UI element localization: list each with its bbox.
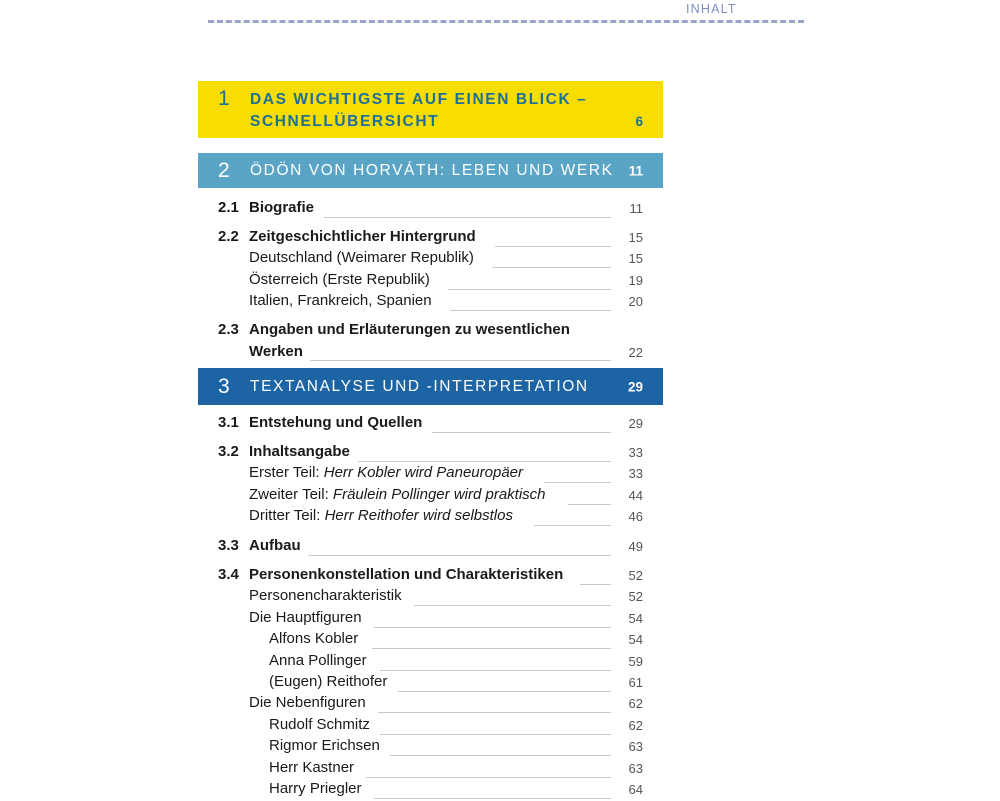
part-italic-title: Herr Kobler wird Paneuropäer <box>323 464 524 481</box>
leader-line <box>450 310 611 311</box>
toc-entry-3-4[interactable] <box>218 566 643 587</box>
toc-entry-2-2[interactable] <box>218 228 643 249</box>
leader-line <box>495 246 611 247</box>
leader-line <box>378 712 611 713</box>
chapter-title-line1: DAS WICHTIGSTE AUF EINEN BLICK – <box>250 91 588 108</box>
page-number: 44 <box>628 488 643 503</box>
toc-entry-zweiter-teil[interactable] <box>218 486 643 507</box>
page-number: 20 <box>628 294 643 309</box>
section-number: 2.1 <box>218 199 239 216</box>
toc-entry-dritter-teil[interactable] <box>218 507 643 528</box>
page-number: 63 <box>628 739 643 754</box>
page-number: 61 <box>628 675 643 690</box>
page-number: 49 <box>628 539 643 554</box>
section-title: Personenkonstellation und Charakteristiken <box>249 566 564 583</box>
toc-entry-2-1[interactable] <box>218 199 643 220</box>
section-title: Biografie <box>249 199 315 216</box>
chapter-page: 11 <box>628 163 643 178</box>
toc-entry-3-1[interactable] <box>218 414 643 435</box>
section-number: 3.3 <box>218 537 239 554</box>
toc-entry-hauptfiguren[interactable] <box>218 609 643 630</box>
leader-line <box>380 670 611 671</box>
part-italic-title: Fräulein Pollinger wird praktisch <box>332 486 546 503</box>
leader-line <box>324 217 611 218</box>
page-number: 62 <box>628 696 643 711</box>
page-number: 46 <box>628 509 643 524</box>
section-title: Herr Kastner <box>269 759 355 776</box>
section-title: Rudolf Schmitz <box>269 716 370 733</box>
section-title: Zeitgeschichtlicher Hintergrund <box>249 228 476 245</box>
section-title: Italien, Frankreich, Spanien <box>249 292 432 309</box>
page-number: 64 <box>628 782 643 797</box>
section-number: 3.1 <box>218 414 239 431</box>
section-title-line2: Werken <box>249 343 303 360</box>
section-title: Anna Pollinger <box>269 652 367 669</box>
toc-entry-personencharakteristik[interactable] <box>218 587 643 608</box>
leader-line <box>448 289 611 290</box>
chapter-page: 6 <box>635 114 643 129</box>
page-number: 15 <box>628 230 643 245</box>
toc-entry-nebenfiguren[interactable] <box>218 694 643 715</box>
chapter-page: 29 <box>627 379 643 394</box>
leader-line <box>358 461 611 462</box>
part-label: Dritter Teil: <box>249 507 325 524</box>
running-header: INHALT <box>686 2 737 16</box>
toc-entry-herr-kastner[interactable] <box>218 759 643 780</box>
section-title <box>249 464 523 481</box>
page-number: 15 <box>628 251 643 266</box>
toc-entry-deutschland[interactable] <box>218 249 643 270</box>
part-label: Erster Teil: <box>249 464 324 481</box>
section-title: Aufbau <box>249 537 301 554</box>
chapter-2-band[interactable] <box>198 153 663 188</box>
toc-entry-2-3[interactable] <box>218 321 643 363</box>
header-rule <box>208 20 804 23</box>
section-title: Deutschland (Weimarer Republik) <box>249 249 474 266</box>
section-title: Rigmor Erichsen <box>269 737 380 754</box>
section-title <box>249 486 546 503</box>
toc-entry-3-2[interactable] <box>218 443 643 464</box>
page-number: 62 <box>628 718 643 733</box>
chapter-title-line2: SCHNELLÜBERSICHT <box>250 113 440 130</box>
toc-entry-harry-priegler[interactable] <box>218 780 643 801</box>
chapter-number: 2 <box>218 158 230 182</box>
leader-line <box>374 798 611 799</box>
leader-line <box>310 360 611 361</box>
section-title: Österreich (Erste Republik) <box>249 271 430 288</box>
toc-entry-rigmor-erichsen[interactable] <box>218 737 643 758</box>
chapter-number: 3 <box>218 374 230 398</box>
page-number: 63 <box>628 761 643 776</box>
page-number: 52 <box>628 589 643 604</box>
toc-entry-3-3[interactable] <box>218 537 643 558</box>
toc-entry-oesterreich[interactable] <box>218 271 643 292</box>
leader-line <box>390 755 611 756</box>
leader-line <box>544 482 611 483</box>
chapter-number: 1 <box>218 87 230 110</box>
page-number: 33 <box>628 445 643 460</box>
page-number: 22 <box>628 345 643 360</box>
section-title: Inhaltsangabe <box>249 443 350 460</box>
chapter-title: ÖDÖN VON HORVÁTH: LEBEN UND WERK <box>250 161 614 179</box>
toc-entry-alfons-kobler[interactable] <box>218 630 643 651</box>
page-number: 29 <box>628 416 643 431</box>
toc-entry-rudolf-schmitz[interactable] <box>218 716 643 737</box>
leader-line <box>366 777 611 778</box>
leader-line <box>580 584 611 585</box>
section-title: Alfons Kobler <box>269 630 359 647</box>
section-number: 2.2 <box>218 228 239 245</box>
section-number: 2.3 <box>218 321 239 338</box>
toc-entry-anna-pollinger[interactable] <box>218 652 643 673</box>
section-title: Entstehung und Quellen <box>249 414 423 431</box>
part-label: Zweiter Teil: <box>249 486 333 503</box>
toc-entry-eugen-reithofer[interactable] <box>218 673 643 694</box>
page-number: 19 <box>628 273 643 288</box>
chapter-1-band[interactable] <box>198 81 663 138</box>
leader-line <box>380 734 611 735</box>
section-title: (Eugen) Reithofer <box>269 673 388 690</box>
leader-line <box>308 555 611 556</box>
chapter-title <box>250 89 587 133</box>
section-title: Harry Priegler <box>269 780 362 797</box>
leader-line <box>398 691 611 692</box>
leader-line <box>374 627 611 628</box>
page-number: 54 <box>628 632 643 647</box>
chapter-3-band[interactable] <box>198 368 663 405</box>
part-italic-title: Herr Reithofer wird selbstlos <box>324 507 513 524</box>
section-number: 3.2 <box>218 443 239 460</box>
page-number: 52 <box>628 568 643 583</box>
page-number: 11 <box>629 201 643 216</box>
leader-line <box>568 504 611 505</box>
chapter-title: TEXTANALYSE UND -INTERPRETATION <box>250 377 589 395</box>
section-title: Die Hauptfiguren <box>249 609 362 626</box>
leader-line <box>432 432 611 433</box>
leader-line <box>534 525 611 526</box>
section-title: Personencharakteristik <box>249 587 402 604</box>
toc-entry-italien[interactable] <box>218 292 643 313</box>
page-number: 54 <box>628 611 643 626</box>
page-number: 33 <box>628 466 643 481</box>
leader-line <box>414 605 611 606</box>
section-title <box>249 507 513 524</box>
section-number: 3.4 <box>218 566 239 583</box>
section-title-line1: Angaben und Erläuterungen zu wesentlichen <box>249 321 570 338</box>
page-number: 59 <box>628 654 643 669</box>
leader-line <box>372 648 611 649</box>
section-title: Die Nebenfiguren <box>249 694 366 711</box>
leader-line <box>492 267 611 268</box>
toc-entry-erster-teil[interactable] <box>218 464 643 485</box>
